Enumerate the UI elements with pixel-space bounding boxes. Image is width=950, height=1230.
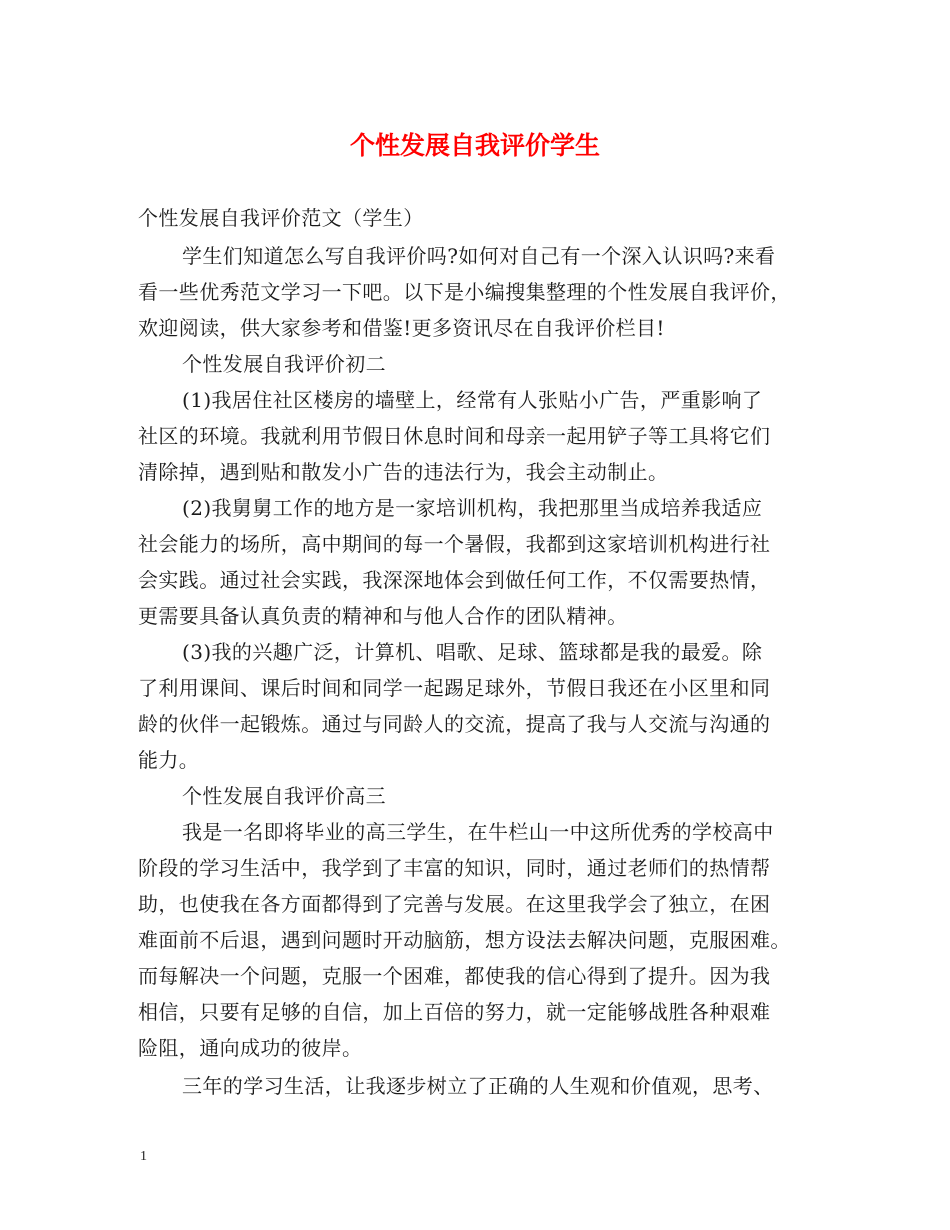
section-heading: 个性发展自我评价初二 <box>182 352 386 376</box>
body-line: 三年的学习生活，让我逐步树立了正确的人生观和价值观，思考、 <box>182 1074 774 1098</box>
document-title: 个性发展自我评价学生 <box>349 131 600 160</box>
body-line: 相信，只要有足够的自信，加上百倍的努力，就一定能够战胜各种艰难 <box>138 1000 771 1024</box>
body-line: 会实践。通过社会实践，我深深地体会到做任何工作，不仅需要热情， <box>138 568 771 592</box>
body-line: 而每解决一个问题，克服一个困难，都使我的信心得到了提升。因为我 <box>138 964 771 988</box>
body-line: (1)我居住社区楼房的墙壁上，经常有人张贴小广告，严重影响了 <box>182 388 763 412</box>
body-line: 社会能力的场所，高中期间的每一个暑假，我都到这家培训机构进行社 <box>138 532 771 556</box>
subtitle-line: 个性发展自我评价范文（学生） <box>138 206 424 230</box>
body-line: 我是一名即将毕业的高三学生，在牛栏山一中这所优秀的学校高中 <box>182 820 774 844</box>
body-line: 阶段的学习生活中，我学到了丰富的知识，同时，通过老师们的热情帮 <box>138 856 771 880</box>
body-line: 看一些优秀范文学习一下吧。以下是小编搜集整理的个性发展自我评价， <box>138 280 791 304</box>
body-line: 社区的环境。我就利用节假日休息时间和母亲一起用铲子等工具将它们 <box>138 424 771 448</box>
section-heading: 个性发展自我评价高三 <box>182 784 386 808</box>
body-line: (3)我的兴趣广泛，计算机、唱歌、足球、篮球都是我的最爱。除 <box>182 640 763 664</box>
body-line: 助，也使我在各方面都得到了完善与发展。在这里我学会了独立，在困 <box>138 892 771 916</box>
body-line: 学生们知道怎么写自我评价吗?如何对自己有一个深入认识吗?来看 <box>182 244 776 268</box>
body-line: 险阻，通向成功的彼岸。 <box>138 1036 363 1060</box>
body-line: 龄的伙伴一起锻炼。通过与同龄人的交流，提高了我与人交流与沟通的 <box>138 712 771 736</box>
body-line: 难面前不后退，遇到问题时开动脑筋，想方设法去解决问题，克服困难。 <box>138 928 791 952</box>
body-line: 了利用课间、课后时间和同学一起踢足球外，节假日我还在小区里和同 <box>138 676 771 700</box>
page-number: 1 <box>140 1149 147 1164</box>
body-line: 欢迎阅读，供大家参考和借鉴!更多资讯尽在自我评价栏目! <box>138 316 665 340</box>
body-line: 更需要具备认真负责的精神和与他人合作的团队精神。 <box>138 604 628 628</box>
body-line: 清除掉，遇到贴和散发小广告的违法行为，我会主动制止。 <box>138 460 669 484</box>
body-line: 能力。 <box>138 748 200 772</box>
body-line: (2)我舅舅工作的地方是一家培训机构，我把那里当成培养我适应 <box>182 496 763 520</box>
